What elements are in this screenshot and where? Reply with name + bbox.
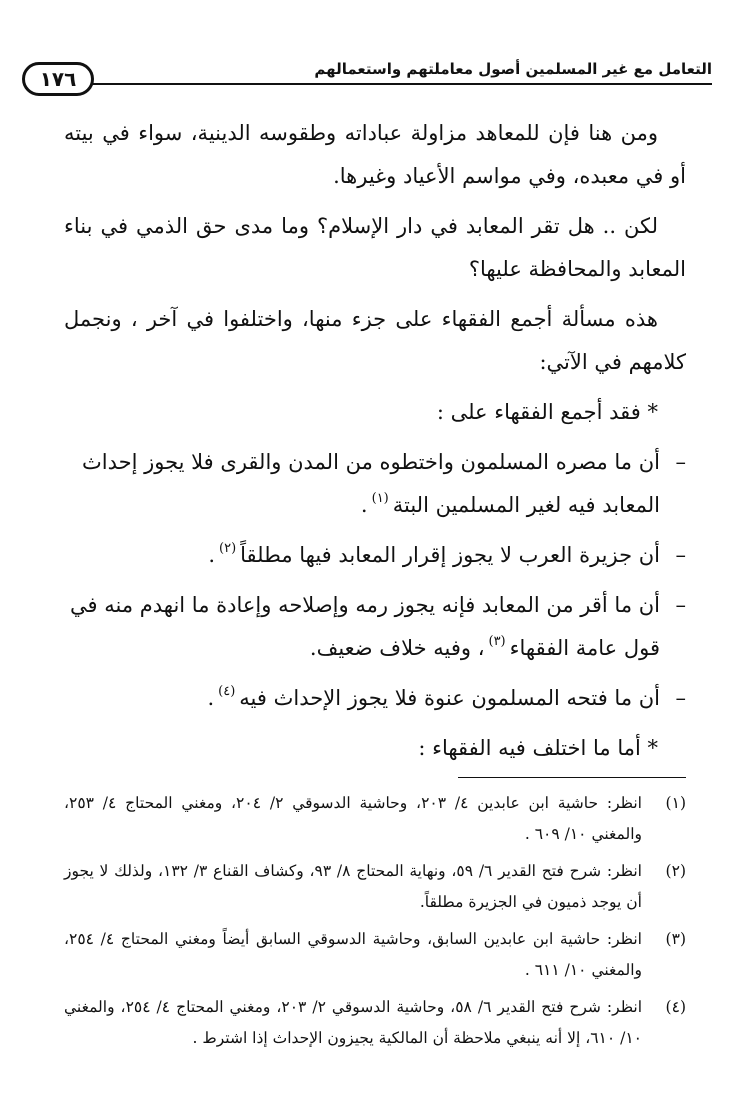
running-header: [22, 52, 712, 98]
period: .: [360, 493, 368, 517]
footnote-number: (٤): [665, 998, 686, 1016]
disagreement-heading: * أما ما اختلف فيه الفقهاء :: [418, 736, 658, 760]
footnote-text: انظر: حاشية ابن عابدين السابق، وحاشية الدسوقي السابق أيضاً ومغني المحتاج ٤/ ٢٥٤، والمغني ١٠/ ٦١١ .: [64, 930, 642, 979]
list-item-text: أن ما فتحه المسلمون عنوة فلا يجوز الإحداث فيه: [239, 686, 660, 710]
header-title: التعامل مع غير المسلمين أصول معاملتهم واستعمالهم: [314, 60, 712, 78]
list-dash: –: [675, 593, 686, 617]
footnote-ref[interactable]: (٣): [488, 634, 506, 649]
list-item: [64, 677, 686, 720]
list-item-text: أن جزيرة العرب لا يجوز إقرار المعابد فيها مطلقاً: [240, 543, 660, 567]
consensus-heading: * فقد أجمع الفقهاء على :: [436, 400, 658, 424]
footnote-number: (٢): [665, 862, 686, 880]
footnote-number: (١): [665, 794, 686, 812]
list-item: [64, 534, 686, 577]
list-dash: –: [675, 450, 686, 474]
footnote-text: انظر: شرح فتح القدير ٦/ ٥٨، وحاشية الدسوقي ٢/ ٢٠٣، ومغني المحتاج ٤/ ٢٥٤، والمغني ١٠/ ٦١٠، إلا أنه ينبغي ملاحظة أن المالكية يجيزون الإحداث إذا اشترط .: [64, 998, 643, 1047]
list-item: [64, 441, 686, 527]
footnote-text: انظر: حاشية ابن عابدين ٤/ ٢٠٣، وحاشية الدسوقي ٢/ ٢٠٤، ومغني المحتاج ٤/ ٢٥٣، والمغني ١٠/ ٦٠٩ .: [64, 794, 642, 843]
footnote-number: (٣): [665, 930, 686, 948]
footnote: [64, 992, 686, 1054]
footnote-divider: [458, 777, 686, 778]
list-item-text: أن ما مصره المسلمون واختطوه من المدن والقرى فلا يجوز إحداث: [81, 450, 660, 474]
footnotes: [64, 788, 686, 1060]
footnote-ref[interactable]: (٢): [219, 541, 237, 556]
list-item-text: المعابد فيه لغير المسلمين البتة: [392, 493, 660, 517]
footnote-ref[interactable]: (٤): [218, 684, 236, 699]
list-item: [64, 584, 686, 670]
paragraph: ومن هنا فإن للمعاهد مزاولة عباداته وطقوسه الدينية، سواء في بيته أو في معبده، وفي مواسم الأعياد وغيرها.: [64, 121, 686, 188]
period: .: [207, 686, 215, 710]
footnote: [64, 788, 686, 850]
main-text: [64, 112, 686, 777]
list-dash: –: [675, 686, 686, 710]
list-item-text: ، وفيه خلاف ضعيف.: [309, 636, 485, 660]
list-item-text: قول عامة الفقهاء: [509, 636, 660, 660]
footnote: [64, 856, 686, 918]
period: .: [208, 543, 215, 567]
page-number-badge: ١٧٦: [22, 62, 94, 96]
footnote: [64, 924, 686, 986]
paragraph: هذه مسألة أجمع الفقهاء على جزء منها، واختلفوا في آخر ، ونجمل كلامهم في الآتي:: [64, 307, 686, 374]
header-rule: [80, 83, 712, 85]
footnote-text: انظر: شرح فتح القدير ٦/ ٥٩، ونهاية المحتاج ٨/ ٩٣، وكشاف القناع ٣/ ١٣٢، ولذلك لا يجوز أن يوجد ذميون في الجزيرة مطلقاً.: [64, 862, 642, 911]
footnote-ref[interactable]: (١): [371, 491, 389, 506]
paragraph: لكن .. هل تقر المعابد في دار الإسلام؟ وما مدى حق الذمي في بناء المعابد والمحافظة عليها؟: [64, 214, 686, 281]
list-item-text: أن ما أقر من المعابد فإنه يجوز رمه وإصلاحه وإعادة ما انهدم منه في: [70, 593, 660, 617]
list-dash: –: [675, 543, 686, 567]
